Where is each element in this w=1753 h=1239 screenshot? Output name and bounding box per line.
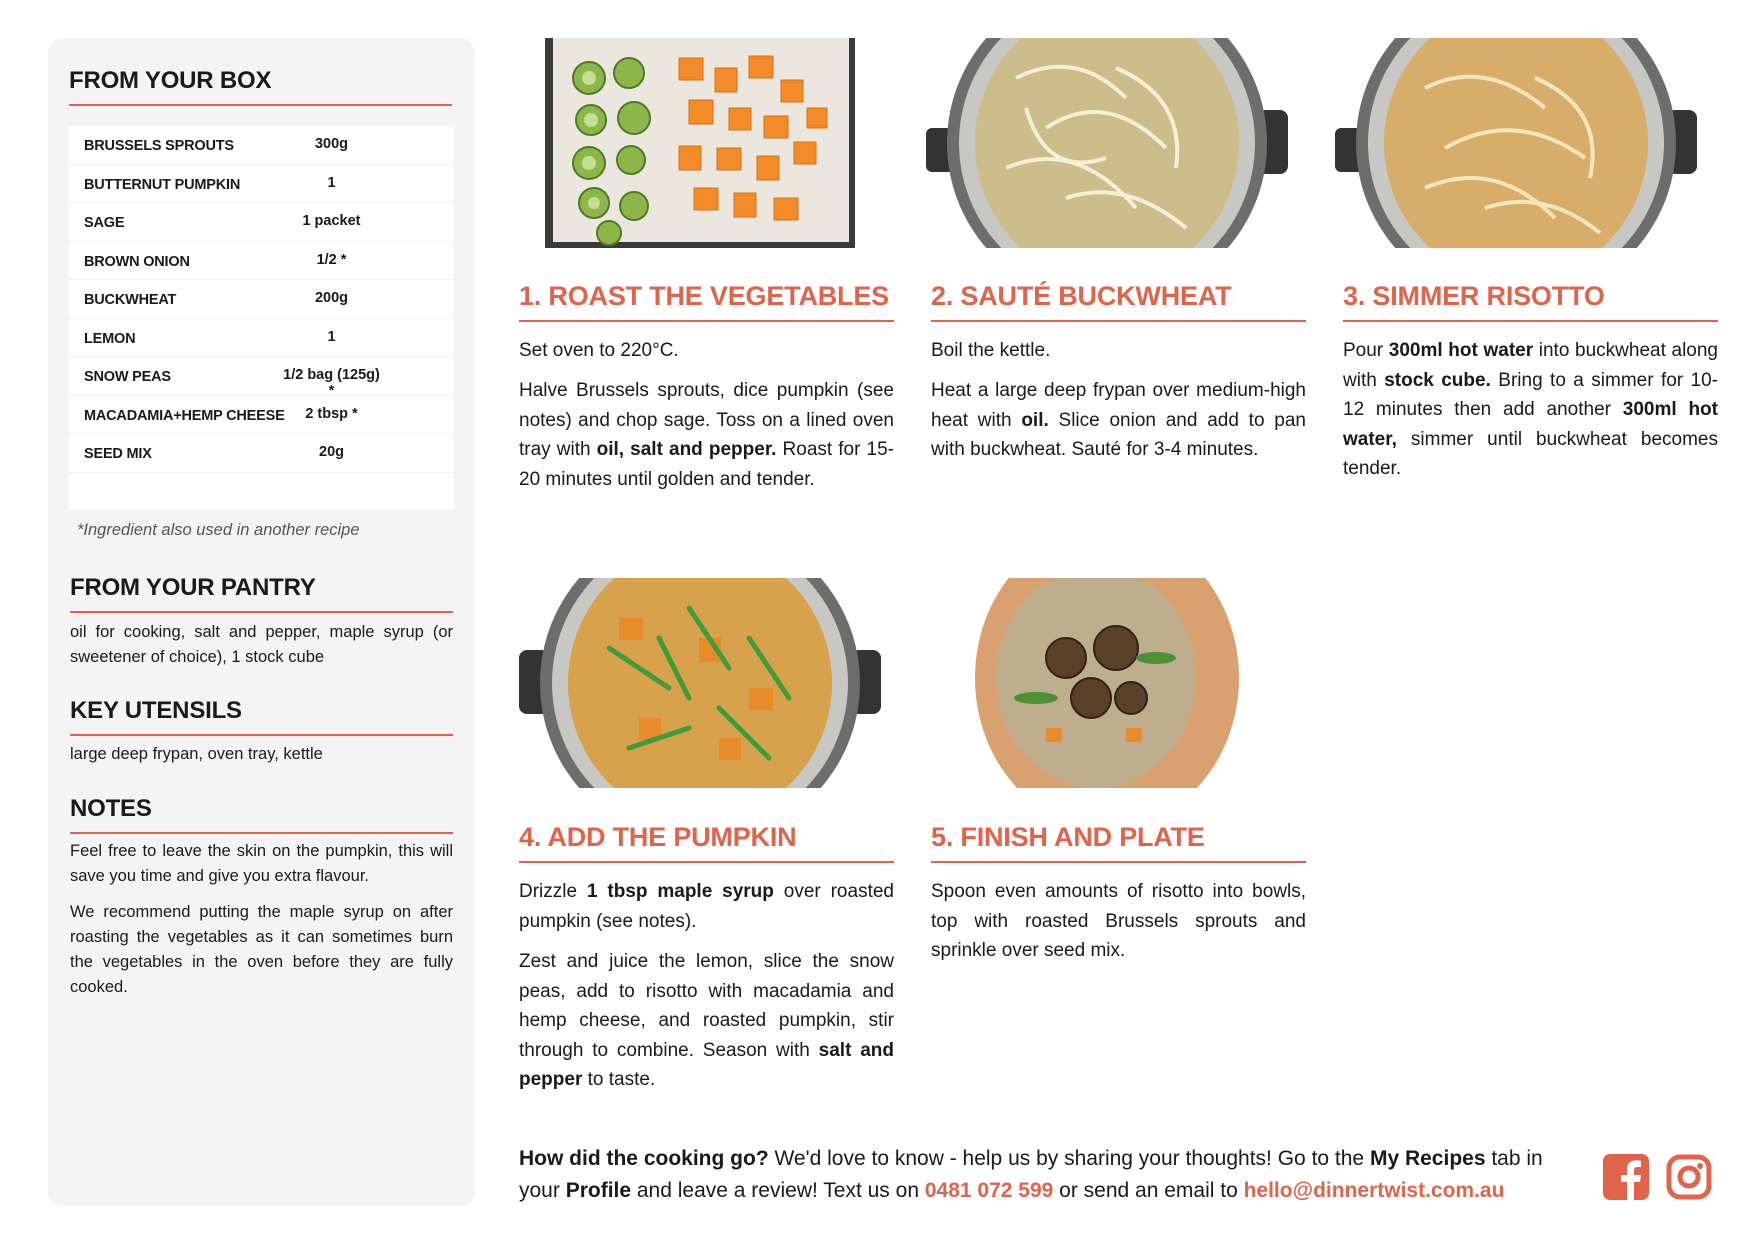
ingredient-name: BUTTERNUT PUMPKIN <box>84 176 241 193</box>
ingredient-row <box>69 319 454 358</box>
step-3-title: 3. SIMMER RISOTTO <box>1343 281 1718 322</box>
utensils-heading: KEY UTENSILS <box>70 697 453 736</box>
ingredient-row <box>69 396 454 435</box>
step-1-photo <box>519 38 881 248</box>
step-4-text: Zest and juice the lemon, slice the snow peas, add to risotto with macadamia and hemp cheese, and roasted pumpkin, stir through to combine. Season with salt and pepper to taste. <box>519 951 894 1090</box>
step-2-title: 2. SAUTÉ BUCKWHEAT <box>931 281 1306 322</box>
pantry-heading: FROM YOUR PANTRY <box>70 574 453 613</box>
ingredient-qty: 1/2 bag (125g) * <box>283 367 380 399</box>
ingredient-qty: 20g <box>319 444 344 460</box>
step-1-text: Halve Brussels sprouts, dice pumpkin (see notes) and chop sage. Toss on a lined oven tray with oil, salt and pepper. Roast for 15-20 minutes until golden and tender. <box>519 380 894 490</box>
ingredient-qty: 2 tbsp * <box>305 405 358 422</box>
ingredient-name: SEED MIX <box>84 446 152 462</box>
ingredient-qty: 1 <box>327 328 336 345</box>
ingredient-qty: 300g <box>314 136 349 152</box>
note-paragraph: Feel free to leave the skin on the pumpkin, this will save you time and give you extra flavour. <box>70 842 453 885</box>
step-4-photo <box>519 578 881 788</box>
ingredient-qty: 1 packet <box>302 213 361 229</box>
step-3-text: Pour 300ml hot water into buckwheat along with stock cube. Bring to a simmer for 10-12 minutes then add another 300ml hot water, simmer until buckwheat becomes tender. <box>1343 340 1718 479</box>
ingredient-name: MACADAMIA+HEMP CHEESE <box>84 407 285 424</box>
step-2-photo <box>926 38 1288 248</box>
ingredient-row <box>69 165 454 204</box>
ingredient-row <box>69 357 454 399</box>
ingredient-row <box>69 126 454 165</box>
footnote: *Ingredient also used in another recipe <box>77 521 360 539</box>
step-5-text: Spoon even amounts of risotto into bowls, top with roasted Brussels sprouts and sprinkle over seed mix. <box>931 881 1306 961</box>
step-5-title: 5. FINISH AND PLATE <box>931 822 1306 863</box>
ingredient-qty: 1 <box>327 174 336 191</box>
ingredient-name: SAGE <box>84 215 125 231</box>
ingredient-row <box>69 242 454 281</box>
ingredient-name: BUCKWHEAT <box>84 292 177 308</box>
step-4-title: 4. ADD THE PUMPKIN <box>519 822 894 863</box>
ingredient-row <box>69 280 454 319</box>
ingredient-name: BROWN ONION <box>84 253 190 270</box>
step-4-text: Drizzle 1 tbsp maple syrup over roasted pumpkin (see notes). <box>519 881 894 932</box>
ingredient-qty: 1/2 * <box>316 251 347 268</box>
phone-link[interactable]: 0481 072 599 <box>924 1178 1054 1202</box>
step-5-photo <box>926 578 1288 788</box>
instagram-icon[interactable] <box>1666 1154 1712 1200</box>
ingredient-table <box>69 126 454 509</box>
ingredient-row <box>69 434 454 473</box>
step-2-text: Boil the kettle. <box>931 340 1051 361</box>
feedback-footer: How did the cooking go? We'd love to know - help us by sharing your thoughts! Go to the My Recipes tab in your Profile and leave a review! Text us on 0481 072 599 or send an email to hello@dinnertwist.com.au <box>519 1147 1543 1202</box>
notes-heading: NOTES <box>70 795 453 834</box>
facebook-icon[interactable] <box>1603 1154 1649 1200</box>
note-paragraph: We recommend putting the maple syrup on after roasting the vegetables as it can sometimes burn the vegetables in the oven before they are fully cooked. <box>70 903 453 996</box>
ingredient-row <box>69 203 454 242</box>
utensils-text: large deep frypan, oven tray, kettle <box>70 745 323 763</box>
ingredient-name: BRUSSELS SPROUTS <box>84 138 234 154</box>
from-your-box-heading: FROM YOUR BOX <box>69 67 452 106</box>
step-2-text: Heat a large deep frypan over medium-high heat with oil. Slice onion and add to pan with buckwheat. Sauté for 3-4 minutes. <box>931 380 1306 460</box>
ingredients-panel <box>48 38 475 1206</box>
ingredient-qty: 200g <box>314 290 349 306</box>
step-1-text: Set oven to 220°C. <box>519 340 679 361</box>
ingredient-name: LEMON <box>84 330 136 347</box>
pantry-text: oil for cooking, salt and pepper, maple syrup (or sweetener of choice), 1 stock cube <box>70 623 453 666</box>
step-3-photo <box>1335 38 1697 248</box>
step-1-title: 1. ROAST THE VEGETABLES <box>519 281 894 322</box>
ingredient-name: SNOW PEAS <box>84 369 171 385</box>
email-link[interactable]: hello@dinnertwist.com.au <box>1243 1178 1505 1202</box>
